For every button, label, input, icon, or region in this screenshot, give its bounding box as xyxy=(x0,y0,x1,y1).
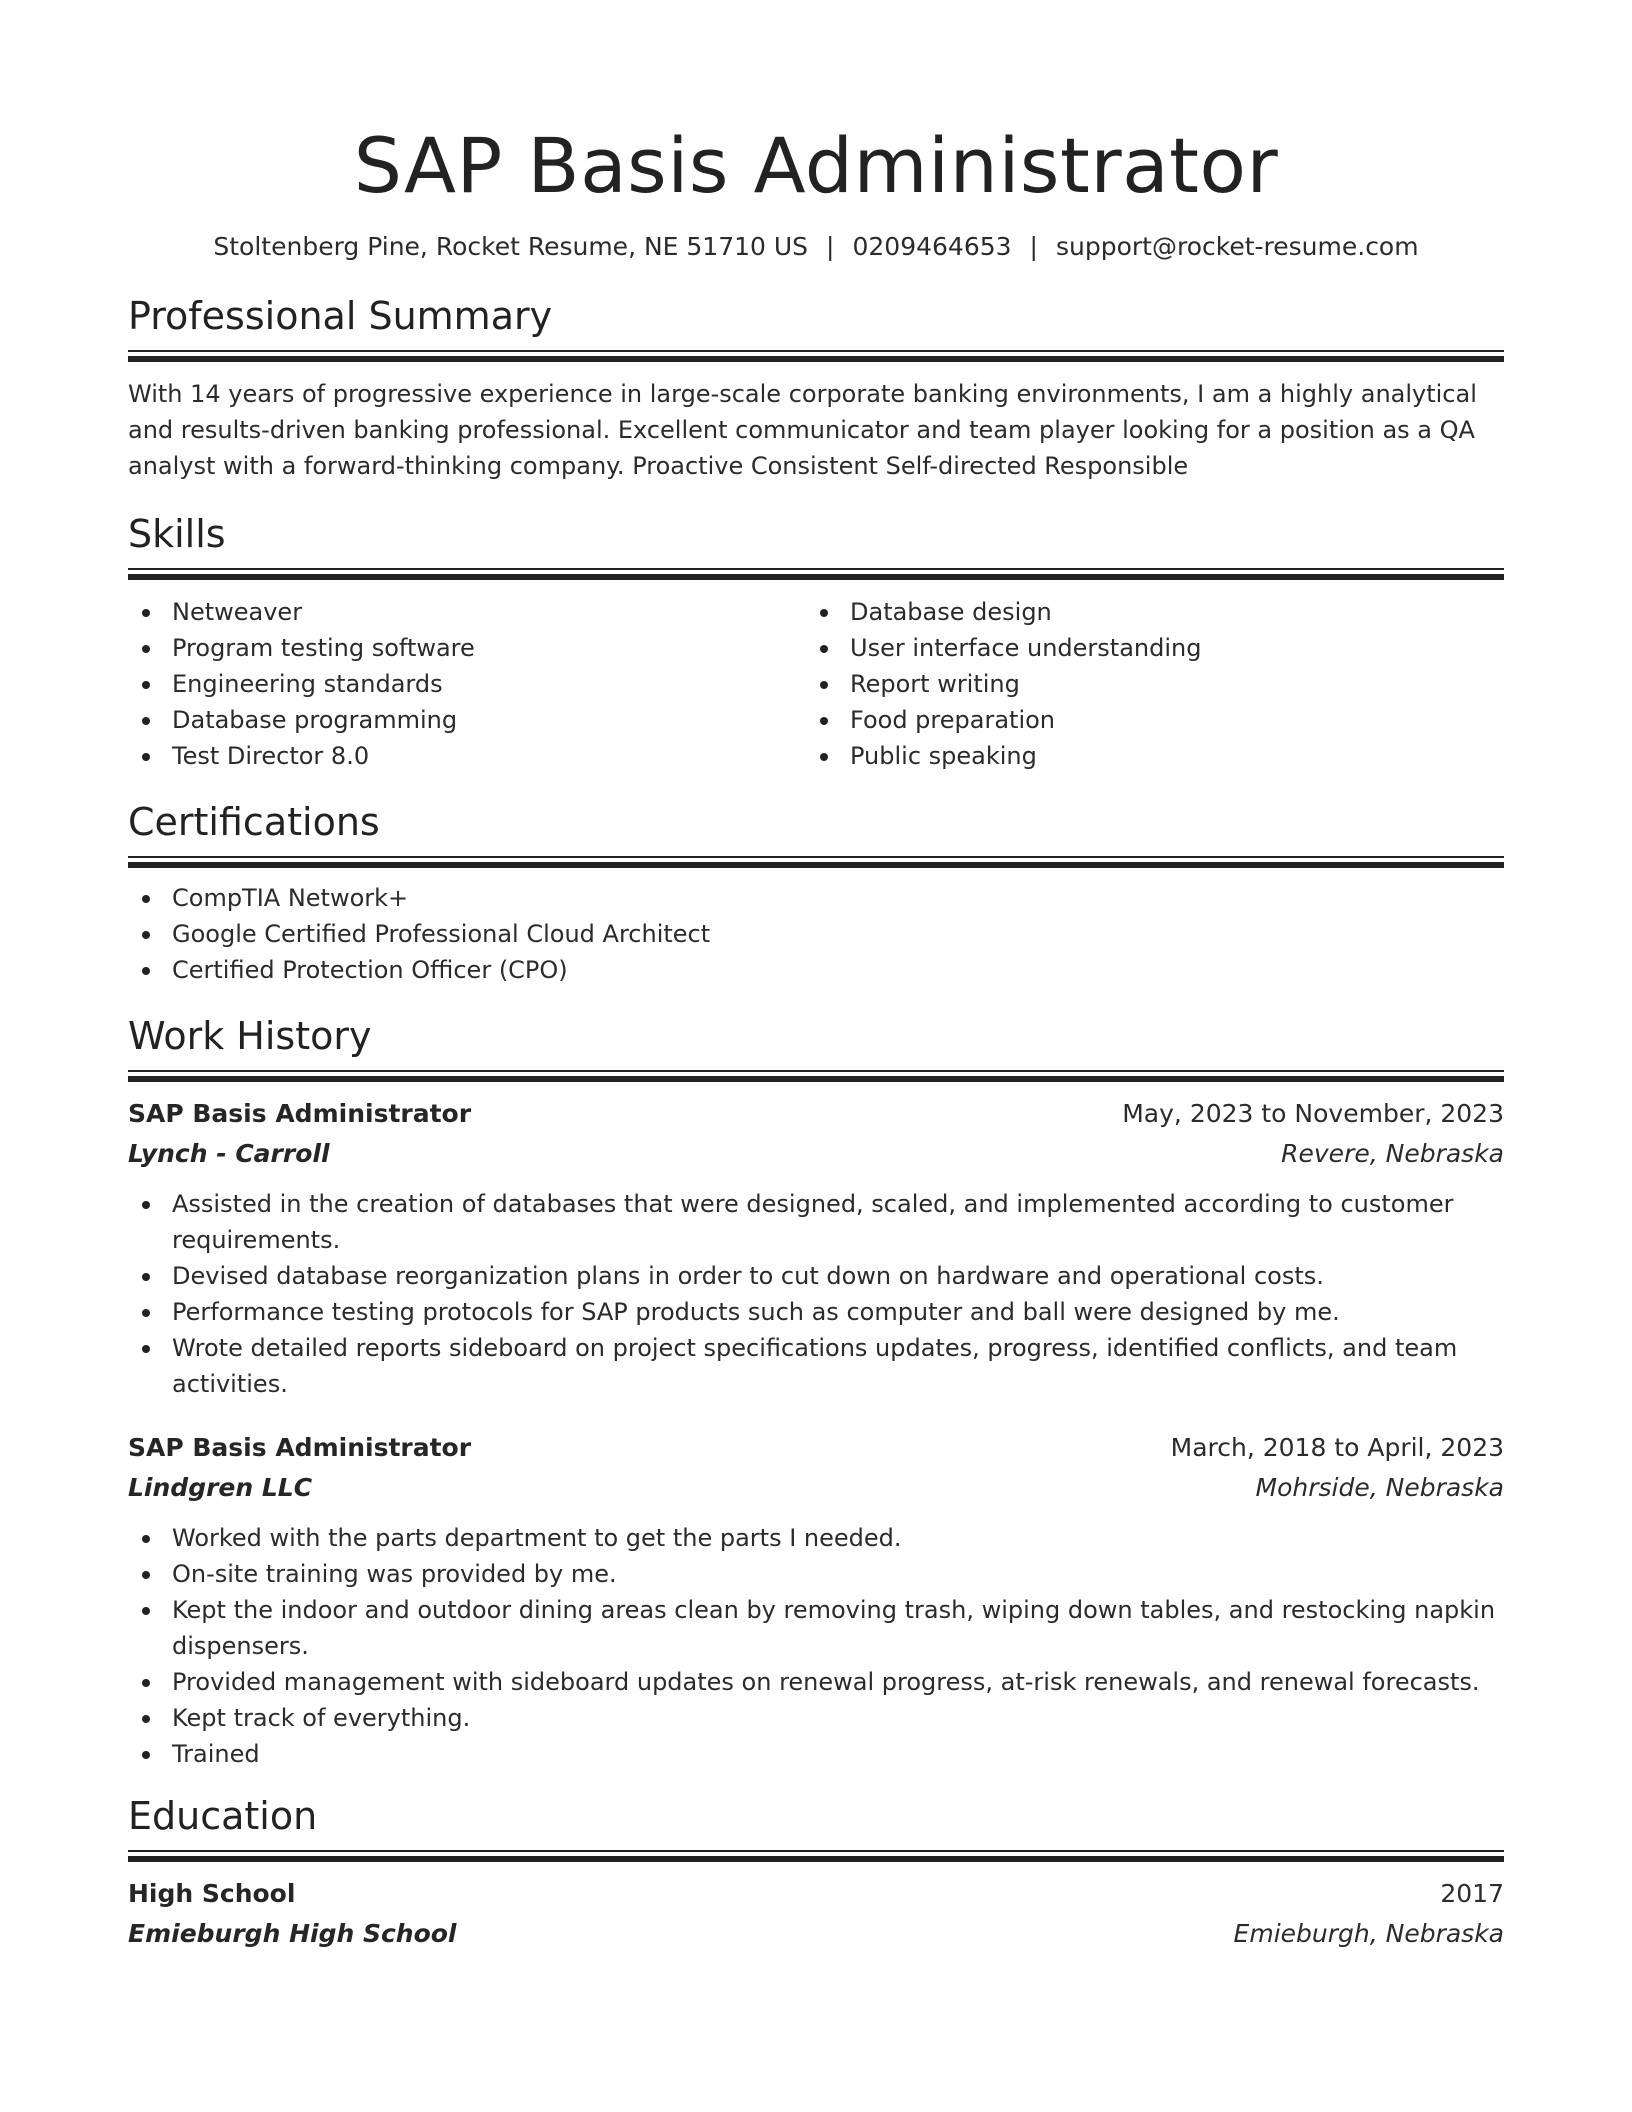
skill-item xyxy=(806,594,1484,630)
job-company: Lynch - Carroll xyxy=(128,1139,330,1168)
bullet-icon xyxy=(820,645,828,653)
resume-page xyxy=(128,118,1504,1954)
bullet-icon xyxy=(142,1607,150,1615)
bullet-icon xyxy=(142,681,150,689)
skill-item xyxy=(128,594,806,630)
job-dates: May, 2023 to November, 2023 xyxy=(1122,1099,1504,1128)
certification-text: Google Certified Professional Cloud Architect xyxy=(172,920,711,948)
job-bullet xyxy=(128,1520,1504,1556)
skill-item xyxy=(806,738,1484,774)
job-bullet-text: Wrote detailed reports sideboard on project specifications updates, progress, identified conflicts, and team activities. xyxy=(172,1334,1458,1398)
education-entry xyxy=(128,1874,1504,1954)
job-dates: March, 2018 to April, 2023 xyxy=(1170,1433,1504,1462)
certification-text: CompTIA Network+ xyxy=(172,884,409,912)
contact-email: support@rocket-resume.com xyxy=(1055,232,1419,261)
contact-phone: 0209464653 xyxy=(852,232,1012,261)
job-bullet xyxy=(128,1294,1504,1330)
job-bullet xyxy=(128,1330,1504,1402)
bullet-icon xyxy=(142,1679,150,1687)
job-bullet-text: Performance testing protocols for SAP products such as computer and ball were designed by me. xyxy=(172,1298,1340,1326)
bullet-icon xyxy=(142,717,150,725)
job-bullet-text: Worked with the parts department to get the parts I needed. xyxy=(172,1524,902,1552)
bullet-icon xyxy=(142,1201,150,1209)
skill-item xyxy=(128,630,806,666)
job-bullets xyxy=(128,1520,1504,1772)
section-title-work-history: Work History xyxy=(128,1014,372,1058)
job-bullets xyxy=(128,1186,1504,1402)
contact-address: Stoltenberg Pine, Rocket Resume, NE 51710 US xyxy=(213,232,809,261)
skill-text: User interface understanding xyxy=(850,634,1202,662)
job-title: SAP Basis Administrator xyxy=(128,1433,472,1462)
education-degree: High School xyxy=(128,1879,296,1908)
skill-item xyxy=(128,666,806,702)
education-location: Emieburgh, Nebraska xyxy=(1233,1919,1504,1948)
bullet-icon xyxy=(820,717,828,725)
bullet-icon xyxy=(820,681,828,689)
job-entry xyxy=(128,1428,1504,1772)
job-bullet-text: Kept track of everything. xyxy=(172,1704,471,1732)
certification-item xyxy=(128,880,1504,916)
bullet-icon xyxy=(820,753,828,761)
job-bullet-text: Devised database reorganization plans in order to cut down on hardware and operational costs. xyxy=(172,1262,1324,1290)
bullet-icon xyxy=(142,1309,150,1317)
skill-text: Database programming xyxy=(172,706,458,734)
section-title-skills: Skills xyxy=(128,512,226,556)
job-title: SAP Basis Administrator xyxy=(128,1099,472,1128)
bullet-icon xyxy=(142,1571,150,1579)
job-bullet-text: Trained xyxy=(172,1740,260,1768)
skills-list-right xyxy=(806,594,1484,774)
job-bullet xyxy=(128,1664,1504,1700)
skill-text: Food preparation xyxy=(850,706,1056,734)
job-bullet-text: Assisted in the creation of databases that were designed, scaled, and implemented according to customer requirements. xyxy=(172,1190,1454,1254)
section-divider xyxy=(128,856,1504,866)
bullet-icon xyxy=(142,753,150,761)
job-subheader xyxy=(128,1468,1504,1508)
section-divider xyxy=(128,1850,1504,1860)
section-title-education: Education xyxy=(128,1794,318,1838)
section-title-certifications: Certifications xyxy=(128,800,380,844)
skill-item xyxy=(806,630,1484,666)
certifications-section xyxy=(128,798,1504,988)
bullet-icon xyxy=(820,609,828,617)
contact-line xyxy=(128,230,1504,264)
job-bullet-text: Provided management with sideboard updates on renewal progress, at-risk renewals, and renewal forecasts. xyxy=(172,1668,1480,1696)
job-company: Lindgren LLC xyxy=(128,1473,313,1502)
skill-item xyxy=(806,702,1484,738)
job-bullet xyxy=(128,1258,1504,1294)
education-header xyxy=(128,1874,1504,1914)
job-location: Revere, Nebraska xyxy=(1281,1139,1504,1168)
section-title-summary: Professional Summary xyxy=(128,294,553,338)
education-year: 2017 xyxy=(1440,1879,1504,1908)
skills-section xyxy=(128,510,1504,774)
skill-item xyxy=(128,702,806,738)
job-location: Mohrside, Nebraska xyxy=(1255,1473,1504,1502)
job-bullet xyxy=(128,1186,1504,1258)
bullet-icon xyxy=(142,1535,150,1543)
bullet-icon xyxy=(142,1345,150,1353)
skill-text: Database design xyxy=(850,598,1052,626)
job-bullet xyxy=(128,1736,1504,1772)
bullet-icon xyxy=(142,1715,150,1723)
skill-text: Program testing software xyxy=(172,634,475,662)
work-history-section xyxy=(128,1012,1504,1772)
certification-text: Certified Protection Officer (CPO) xyxy=(172,956,568,984)
job-bullet-text: On-site training was provided by me. xyxy=(172,1560,617,1588)
education-section xyxy=(128,1792,1504,1954)
skills-grid xyxy=(128,594,1504,774)
bullet-icon xyxy=(142,1273,150,1281)
skill-text: Engineering standards xyxy=(172,670,443,698)
skill-text: Test Director 8.0 xyxy=(172,742,370,770)
contact-separator: | xyxy=(826,232,835,261)
certifications-list xyxy=(128,880,1504,988)
job-bullet xyxy=(128,1592,1504,1664)
job-entry xyxy=(128,1094,1504,1402)
bullet-icon xyxy=(142,645,150,653)
education-subheader xyxy=(128,1914,1504,1954)
summary-section xyxy=(128,292,1504,484)
summary-text: With 14 years of progressive experience in large-scale corporate banking environments, I am a highly analytical and results-driven banking professional. Excellent communicator and team player looking for a position as a QA analyst with a forward-thinking company. Proactive Consistent Self-directed Responsible xyxy=(128,380,1477,480)
section-divider xyxy=(128,1070,1504,1080)
skill-text: Netweaver xyxy=(172,598,303,626)
bullet-icon xyxy=(142,609,150,617)
education-school: Emieburgh High School xyxy=(128,1919,457,1948)
skills-list-left xyxy=(128,594,806,774)
certification-item xyxy=(128,952,1504,988)
section-divider xyxy=(128,350,1504,360)
resume-name: SAP Basis Administrator xyxy=(353,121,1279,210)
job-bullet xyxy=(128,1556,1504,1592)
job-bullet xyxy=(128,1700,1504,1736)
skill-text: Public speaking xyxy=(850,742,1037,770)
job-header xyxy=(128,1428,1504,1468)
bullet-icon xyxy=(142,967,150,975)
skill-item xyxy=(806,666,1484,702)
contact-separator: | xyxy=(1029,232,1038,261)
job-header xyxy=(128,1094,1504,1134)
bullet-icon xyxy=(142,895,150,903)
skill-text: Report writing xyxy=(850,670,1020,698)
section-divider xyxy=(128,568,1504,578)
bullet-icon xyxy=(142,931,150,939)
certification-item xyxy=(128,916,1504,952)
skill-item xyxy=(128,738,806,774)
job-subheader xyxy=(128,1134,1504,1174)
bullet-icon xyxy=(142,1751,150,1759)
job-bullet-text: Kept the indoor and outdoor dining areas clean by removing trash, wiping down tables, and restocking napkin dispensers. xyxy=(172,1596,1496,1660)
